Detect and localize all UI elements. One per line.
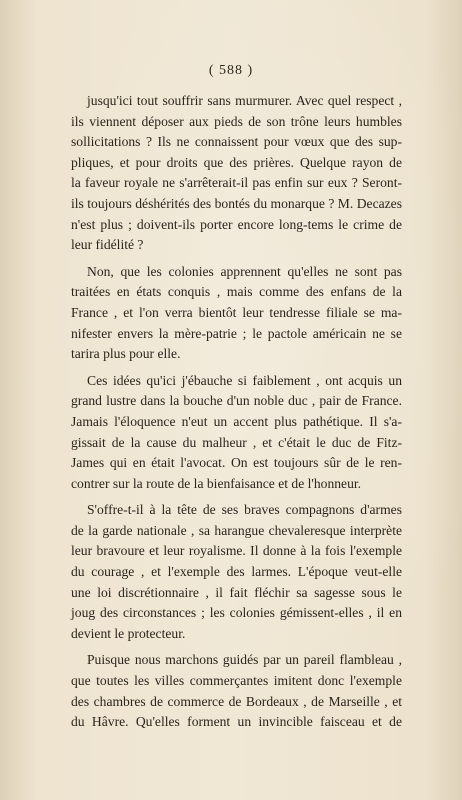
text-line: S'offre-t-il à la tête de ses braves compagnons d'armes xyxy=(87,502,402,518)
text-line: grand lustre dans la bouche d'un noble duc , pair de France. xyxy=(71,393,402,409)
text-line: Jamais l'éloquence n'eut un accent plus pathétique. Il s'a- xyxy=(71,413,402,429)
text-line: traitées en états conquis , mais comme des enfans de la xyxy=(71,284,402,300)
paragraph xyxy=(71,650,402,732)
paragraph xyxy=(71,500,402,644)
text-line: que toutes les villes commerçantes imitent donc l'exemple xyxy=(71,673,402,689)
page-number: ( 588 ) xyxy=(208,63,254,78)
text-line: gissait de la cause du malheur , et c'était le duc de Fitz- xyxy=(71,434,402,450)
text-line: leur bravoure et leur royalisme. Il donne à la fois l'exemple xyxy=(71,543,402,559)
text-line: devient le protecteur. xyxy=(71,625,186,641)
text-line: la faveur royale ne s'arrêterait-il pas enfin sur eux ? Seront- xyxy=(71,175,402,191)
text-line: Ces idées qu'ici j'ébauche si faiblement , ont acquis un xyxy=(87,372,402,388)
text-line: Puisque nous marchons guidés par un pareil flambleau , xyxy=(87,652,402,668)
body-text xyxy=(71,91,402,733)
paragraph xyxy=(71,262,402,365)
text-line: James qui en était l'avocat. On est toujours sûr de le ren- xyxy=(71,455,402,471)
text-line: contrer sur la route de la bienfaisance et de l'honneur. xyxy=(71,475,362,491)
text-line: ils toujours déshérités des bontés du monarque ? M. Decazes xyxy=(71,195,402,211)
text-line: Non, que les colonies apprennent qu'elles ne sont pas xyxy=(87,263,402,279)
text-line: ils viennent déposer aux pieds de son trône leurs humbles xyxy=(71,113,402,129)
text-line: tarira plus pour elle. xyxy=(71,346,181,362)
text-line: pliques, et pour droits que des prières. Quelque rayon de xyxy=(71,154,402,170)
text-line: France , et l'on verra bientôt leur tendresse filiale se ma- xyxy=(71,304,402,320)
text-line: des chambres de commerce de Bordeaux , de Marseille , et xyxy=(71,693,402,709)
text-line: de la garde nationale , sa harangue chevaleresque interprète xyxy=(71,522,402,538)
paragraph xyxy=(71,371,402,495)
text-line: nifester envers la mère-patrie ; le pactole américain ne se xyxy=(71,325,402,341)
text-line: leur fidélité ? xyxy=(71,237,144,253)
paragraph xyxy=(71,91,402,256)
text-line: du Hâvre. Qu'elles forment un invincible faisceau et de xyxy=(71,714,402,730)
text-line: une loi discrétionnaire , il fait fléchir sa sagesse sous le xyxy=(71,584,402,600)
text-line: n'est plus ; doivent-ils porter encore long-tems le crime de xyxy=(71,216,402,232)
text-line: jusqu'ici tout souffrir sans murmurer. Avec quel respect , xyxy=(87,93,402,108)
text-line: du courage , et l'exemple des larmes. L'époque veut-elle xyxy=(71,564,402,580)
text-line: sollicitations ? Ils ne connaissent pour vœux que des sup- xyxy=(71,134,402,150)
text-line: joug des circonstances ; les colonies gémissent-elles , il en xyxy=(71,605,402,621)
